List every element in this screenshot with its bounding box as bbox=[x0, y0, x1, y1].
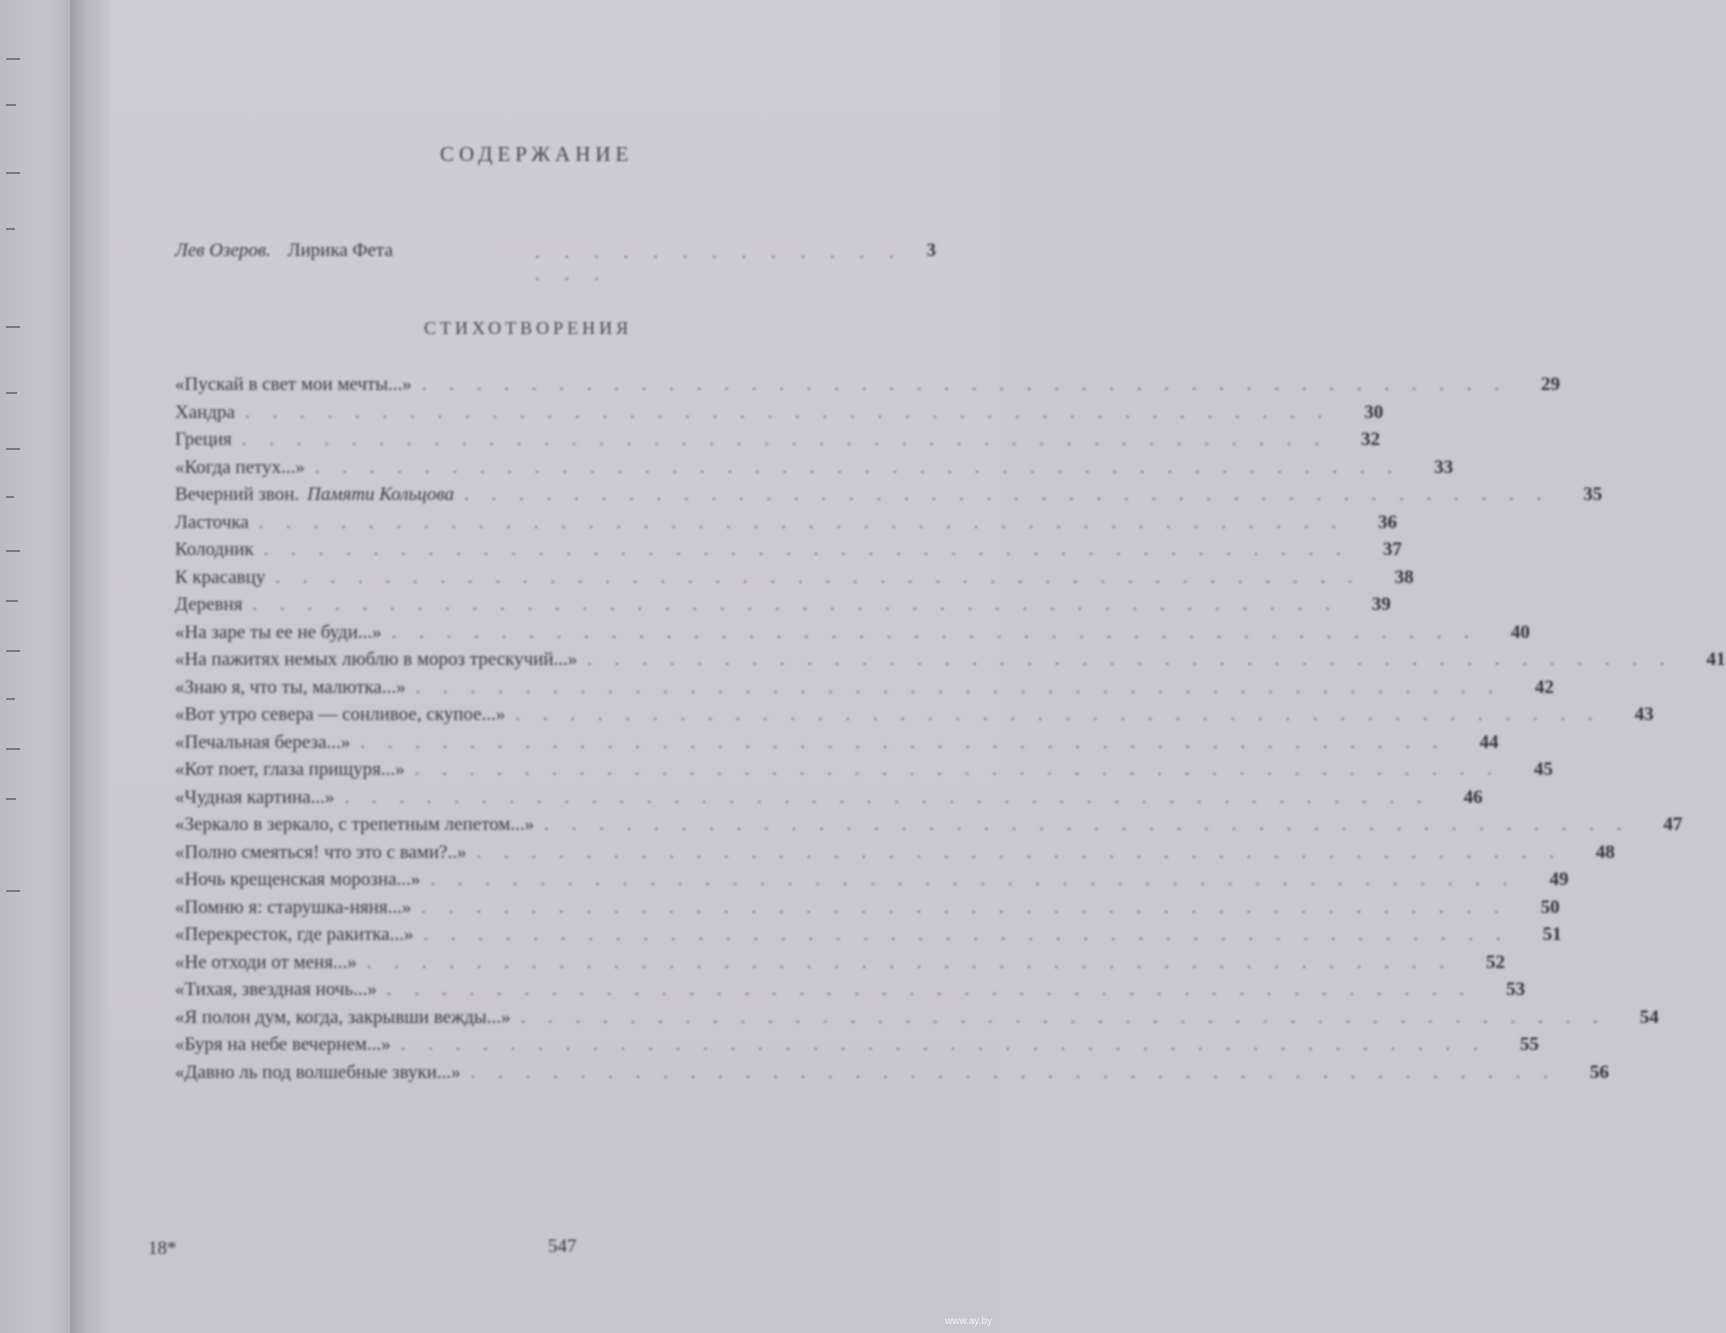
leader-dots: . . . . . . . . . . . . . . . . . . . . . . . . . . . . . . . . . . . . . . . . bbox=[314, 456, 1402, 478]
leader-dots: . . . . . . . . . . . . . . . . . . . . . . . . . . . . . . . . . . . . . . . . bbox=[241, 429, 1329, 450]
toc-entry bbox=[175, 759, 1553, 787]
toc-entry bbox=[175, 979, 1526, 1007]
leader-dots: . . . . . . . . . . . . . . . . . . . . . . . . . . . . . . . . . . . . . . . . bbox=[252, 594, 1339, 615]
leader-dots: . . . . . . . . . . . . . . . . . . . . . . . . . . . . . . . . . . . . . . . . bbox=[391, 621, 1478, 643]
toc-entry bbox=[175, 951, 1505, 980]
toc-entry bbox=[175, 484, 1603, 512]
intro-author: Лев Озеров. bbox=[175, 240, 271, 261]
toc-entry-page: 55 bbox=[1519, 1034, 1539, 1055]
toc-entry-page: 56 bbox=[1589, 1061, 1609, 1083]
toc-entry bbox=[175, 649, 1726, 677]
toc-entry bbox=[175, 704, 1654, 732]
page-title: СОДЕРЖАНИЕ bbox=[440, 142, 634, 166]
toc-entry-page: 38 bbox=[1394, 566, 1414, 588]
signature-mark: 18* bbox=[148, 1238, 177, 1259]
toc-entry-title: Колодник bbox=[175, 539, 254, 560]
leader-dots: . . . . . . . . . . . . . . . . . . . . . . . . . . . . . . . . . . . . . . . . bbox=[244, 401, 1332, 423]
toc-entry-page: 35 bbox=[1583, 484, 1603, 505]
toc-entry-page: 29 bbox=[1541, 374, 1560, 395]
toc-entry bbox=[175, 429, 1381, 457]
toc-entry-title: Ласточка bbox=[175, 511, 249, 533]
leader-dots: . . . . . . . . . . . . . . . . . . . . . . . . . . . . . . . . . . . . . . . . bbox=[470, 1061, 1557, 1083]
toc-entry-page: 46 bbox=[1463, 786, 1483, 808]
toc-entry-title: Греция bbox=[175, 429, 232, 450]
toc-entry-page: 44 bbox=[1479, 731, 1499, 753]
toc-entry-title: Вечерний звон. bbox=[175, 484, 300, 505]
toc-entry-page: 36 bbox=[1378, 511, 1397, 533]
leader-dots: . . . . . . . . . . . . . . . . . . . . . . . . . . . . . . . . . . . . . . . . bbox=[423, 924, 1510, 945]
toc-entry-page: 45 bbox=[1533, 759, 1553, 780]
section-heading: СТИХОТВОРЕНИЯ bbox=[424, 318, 633, 338]
leader-dots: . . . . . . . . . . . . . . . . . . . . . . . . . . . . . . . . . . . . . . . . bbox=[544, 814, 1631, 835]
toc-entry bbox=[175, 896, 1560, 925]
leader-dots: . . . . . . . . . . . . . . . . . . . . . . . . . . . . . . . . . . . . . . . . bbox=[476, 841, 1563, 863]
toc-entry-title: «Вот утро севера — сонливое, скупое...» bbox=[175, 704, 506, 725]
toc-entry-page: 49 bbox=[1549, 869, 1569, 890]
leader-dots: . . . . . . . . . . . . . . . . . . . . . . . . . . . . . . . . . . . . . . . . bbox=[421, 896, 1508, 918]
toc-entry bbox=[175, 924, 1562, 952]
toc-entry-page: 30 bbox=[1364, 401, 1384, 423]
toc-entry bbox=[175, 566, 1414, 595]
toc-entry-title: «Не отходи от меня...» bbox=[175, 951, 357, 973]
toc-entry-page: 39 bbox=[1371, 594, 1391, 615]
toc-entry-title: К красавцу bbox=[175, 566, 266, 588]
toc-entry-page: 47 bbox=[1663, 814, 1683, 835]
watermark: www.ay.by bbox=[944, 1316, 992, 1327]
leader-dots: . . . . . . . . . . . . . . . . . . . . . . . . . . . . . . . . . . . . . . . . bbox=[414, 759, 1501, 780]
toc-entry-subtitle: Памяти Кольцова bbox=[307, 484, 454, 505]
toc-entry bbox=[175, 1061, 1609, 1090]
toc-entry-title: «Буря на небе вечернем...» bbox=[175, 1034, 391, 1055]
toc-entry-title: «Чудная картина...» bbox=[175, 786, 335, 808]
toc-entry-title: «Зеркало в зеркало, с трепетным лепетом...» bbox=[175, 814, 535, 835]
toc-entry-page: 50 bbox=[1540, 896, 1560, 918]
leader-dots: . . . . . . . . . . . . . . . . . . . . . . . . . . . . . . . . . . . . . . . . bbox=[421, 374, 1508, 395]
toc-entry-title: «Печальная береза...» bbox=[175, 731, 351, 753]
toc-entry bbox=[175, 731, 1499, 760]
leader-dots: . . . . . . . . . . . . . . . . . . . . . . . . . . . . . . . . . . . . . . . . bbox=[464, 484, 1551, 505]
toc-entry-page: 41 bbox=[1706, 649, 1726, 670]
leader-dots: . . . . . . . . . . . . . . . . . . . . . . . . . . . . . . . . . . . . . . . . bbox=[360, 731, 1447, 753]
leader-dots: . . . . . . . . . . . . . . . . . . . . . . . . . . . . . . . . . . . . . . . . bbox=[263, 539, 1350, 560]
intro-title: Лирика Фета bbox=[287, 240, 393, 261]
toc-entry-page: 53 bbox=[1506, 979, 1526, 1000]
leader-dots: . . . . . . . . . . . . . . . . bbox=[535, 242, 904, 285]
toc-entry-page: 37 bbox=[1382, 539, 1402, 560]
toc-entry-title: «Пускай в свет мои мечты...» bbox=[175, 374, 412, 395]
toc-entry bbox=[175, 511, 1397, 540]
leader-dots: . . . . . . . . . . . . . . . . . . . . . . . . . . . . . . . . . . . . . . . . bbox=[258, 511, 1345, 533]
leader-dots: . . . . . . . . . . . . . . . . . . . . . . . . . . . . . . . . . . . . . . . . bbox=[344, 786, 1431, 808]
intro-page-number: 3 bbox=[926, 240, 936, 261]
toc-entry-title: «Ночь крещенская морозна...» bbox=[175, 869, 421, 890]
toc-entry-page: 42 bbox=[1534, 676, 1554, 698]
toc-entry-title: «Кот поет, глаза прищуря...» bbox=[175, 759, 405, 780]
leader-dots: . . . . . . . . . . . . . . . . . . . . . . . . . . . . . . . . . . . . . . . . bbox=[587, 649, 1674, 670]
toc-entry bbox=[175, 1006, 1659, 1035]
toc-entry-title: Деревня bbox=[175, 594, 243, 615]
toc-entry-title: «На пажитях немых люблю в мороз трескучий...» bbox=[175, 649, 578, 670]
intro-entry bbox=[175, 240, 940, 285]
toc-entry-title: «Полно смеяться! что это с вами?..» bbox=[175, 841, 467, 863]
toc-entry-title: «Когда петух...» bbox=[175, 456, 305, 478]
toc-list bbox=[175, 374, 1726, 1089]
toc-entry-page: 52 bbox=[1485, 951, 1505, 973]
toc-entry-page: 33 bbox=[1434, 456, 1454, 478]
leader-dots: . . . . . . . . . . . . . . . . . . . . . . . . . . . . . . . . . . . . . . . . bbox=[520, 1006, 1607, 1028]
toc-entry-title: «На заре ты ее не буди...» bbox=[175, 621, 382, 643]
leader-dots: . . . . . . . . . . . . . . . . . . . . . . . . . . . . . . . . . . . . . . . . bbox=[415, 676, 1502, 698]
leader-dots: . . . . . . . . . . . . . . . . . . . . . . . . . . . . . . . . . . . . . . . . bbox=[400, 1034, 1487, 1055]
toc-entry-title: «Знаю я, что ты, малютка...» bbox=[175, 676, 406, 698]
toc-entry bbox=[175, 621, 1530, 650]
toc-entry bbox=[175, 869, 1569, 897]
leader-dots: . . . . . . . . . . . . . . . . . . . . . . . . . . . . . . . . . . . . . . . . bbox=[366, 951, 1453, 973]
toc-entry bbox=[175, 594, 1391, 622]
toc-entry-title: «Я полон дум, когда, закрывши вежды...» bbox=[175, 1006, 511, 1028]
toc-entry bbox=[175, 1034, 1539, 1062]
toc-entry-page: 48 bbox=[1595, 841, 1615, 863]
toc-entry-title: «Давно ль под волшебные звуки...» bbox=[175, 1061, 461, 1083]
page-number: 547 bbox=[548, 1236, 577, 1257]
leader-dots: . . . . . . . . . . . . . . . . . . . . . . . . . . . . . . . . . . . . . . . . bbox=[430, 869, 1517, 890]
toc-entry-page: 43 bbox=[1634, 704, 1654, 725]
toc-entry-page: 40 bbox=[1510, 621, 1530, 643]
toc-entry bbox=[175, 374, 1560, 402]
toc-entry bbox=[175, 841, 1615, 870]
toc-entry bbox=[175, 539, 1402, 567]
leader-dots: . . . . . . . . . . . . . . . . . . . . . . . . . . . . . . . . . . . . . . . . bbox=[515, 704, 1602, 725]
toc-entry-page: 51 bbox=[1542, 924, 1562, 945]
toc-entry bbox=[175, 401, 1384, 430]
toc-entry-page: 32 bbox=[1361, 429, 1381, 450]
leader-dots: . . . . . . . . . . . . . . . . . . . . . . . . . . . . . . . . . . . . . . . . bbox=[275, 566, 1362, 588]
toc-entry-title: «Тихая, звездная ночь...» bbox=[175, 979, 377, 1000]
toc-entry bbox=[175, 456, 1454, 485]
leader-dots: . . . . . . . . . . . . . . . . . . . . . . . . . . . . . . . . . . . . . . . . bbox=[386, 979, 1474, 1000]
toc-entry-title: «Перекресток, где ракитка...» bbox=[175, 924, 414, 945]
toc-entry-page: 54 bbox=[1639, 1006, 1659, 1028]
toc-entry bbox=[175, 814, 1683, 842]
toc-entry-title: Хандра bbox=[175, 401, 235, 423]
toc-entry bbox=[175, 786, 1483, 815]
toc-entry bbox=[175, 676, 1554, 705]
toc-entry-title: «Помню я: старушка-няня...» bbox=[175, 896, 412, 918]
